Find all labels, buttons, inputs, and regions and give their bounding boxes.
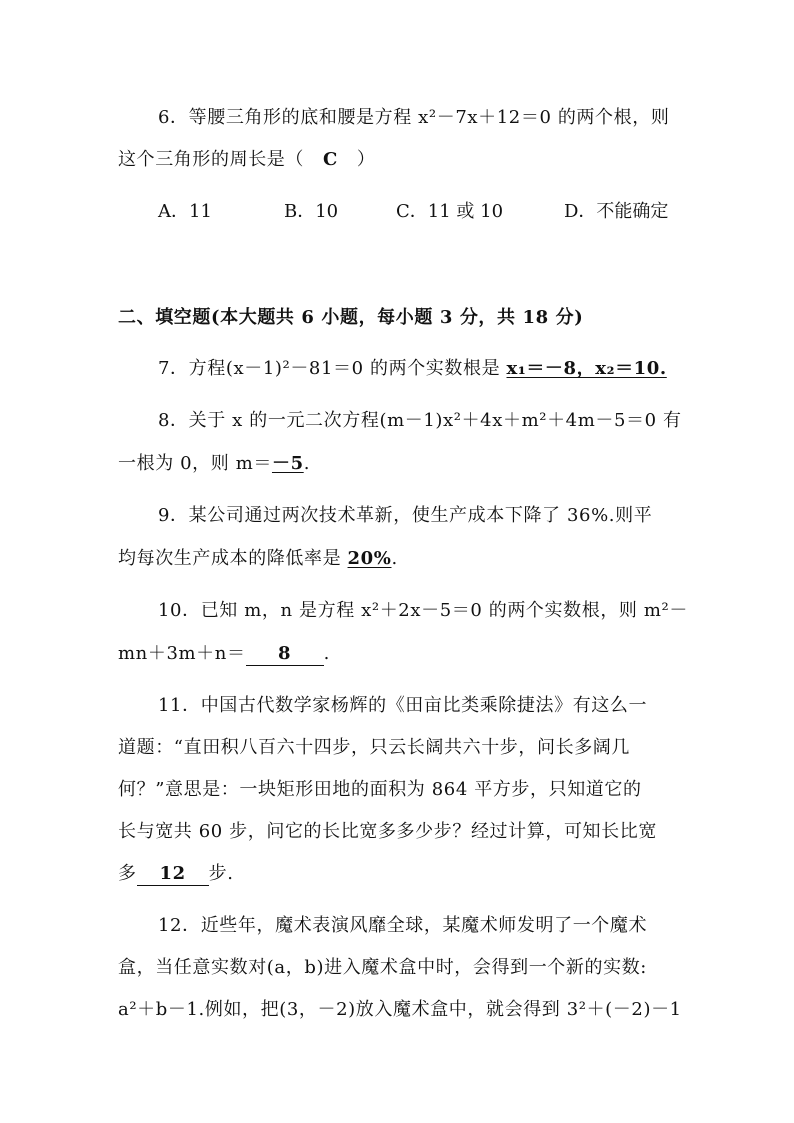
- q7-text: 7．方程(x－1)²－81＝0 的两个实数根是: [158, 358, 507, 379]
- q10-line-2: [118, 641, 678, 667]
- q6-option-a: A．11: [158, 201, 212, 222]
- q7-answer: x₁＝－8，x₂＝10.: [506, 358, 667, 379]
- q8-line-2-pre: 一根为 0，则 m＝: [118, 453, 272, 474]
- q11-line-5-post: 步.: [208, 863, 234, 884]
- q10-answer: 8: [246, 643, 324, 666]
- q6-option-b: B．10: [284, 201, 339, 222]
- q11-answer: 12: [137, 863, 209, 886]
- q8-line-2: [118, 451, 678, 477]
- q6-line-2-pre: 这个三角形的周长是（: [118, 149, 304, 170]
- q6-answer: C: [322, 149, 338, 170]
- q7-line: [158, 356, 678, 382]
- q11-line-2: 道题：“直田积八百六十四步，只云长阔共六十步，问长多阔几: [118, 737, 630, 758]
- q6-option-c: C．11 或 10: [396, 201, 504, 222]
- q11-line-1: 11．中国古代数学家杨辉的《田亩比类乘除捷法》有这么一: [158, 695, 648, 716]
- q11-line-4: 长与宽共 60 步，问它的长比宽多多少步？经过计算，可知长比宽: [118, 821, 657, 842]
- q12-line-2: 盒，当任意实数对(a，b)进入魔术盒中时，会得到一个新的实数:: [118, 957, 647, 978]
- q9-line-2-pre: 均每次生产成本的降低率是: [118, 548, 348, 569]
- q10-line-2-pre: mn＋3m＋n＝: [118, 643, 246, 664]
- q8-line-2-post: .: [303, 453, 311, 474]
- q8-line-1: 8．关于 x 的一元二次方程(m－1)x²＋4x＋m²＋4m－5＝0 有: [158, 410, 682, 431]
- q11-line-5: [118, 861, 678, 887]
- q6-line-1: 6．等腰三角形的底和腰是方程 x²－7x＋12＝0 的两个根，则: [158, 107, 670, 128]
- q12-line-1: 12．近些年，魔术表演风靡全球，某魔术师发明了一个魔术: [158, 915, 648, 936]
- q10-line-2-post: .: [323, 643, 330, 664]
- q9-answer: 20%: [347, 548, 392, 569]
- q6-line-2: [118, 147, 678, 173]
- q9-line-2-post: .: [391, 548, 398, 569]
- q6-option-d: D．不能确定: [564, 201, 669, 222]
- section-heading: 二、填空题(本大题共 6 小题，每小题 3 分，共 18 分): [118, 307, 584, 328]
- q9-line-1: 9．某公司通过两次技术革新，使生产成本下降了 36%.则平: [158, 505, 653, 526]
- q10-line-1: 10．已知 m，n 是方程 x²＋2x－5＝0 的两个实数根，则 m²－: [158, 600, 688, 621]
- q11-line-5-pre: 多: [118, 863, 137, 884]
- q12-line-3: a²＋b－1.例如，把(3，－2)放入魔术盒中，就会得到 3²＋(－2)－1: [118, 999, 682, 1020]
- q9-line-2: [118, 546, 678, 572]
- q11-line-3: 何？”意思是：一块矩形田地的面积为 864 平方步，只知道它的: [118, 779, 642, 800]
- q8-answer: －5: [271, 453, 304, 474]
- q6-line-2-post: ）: [356, 149, 376, 170]
